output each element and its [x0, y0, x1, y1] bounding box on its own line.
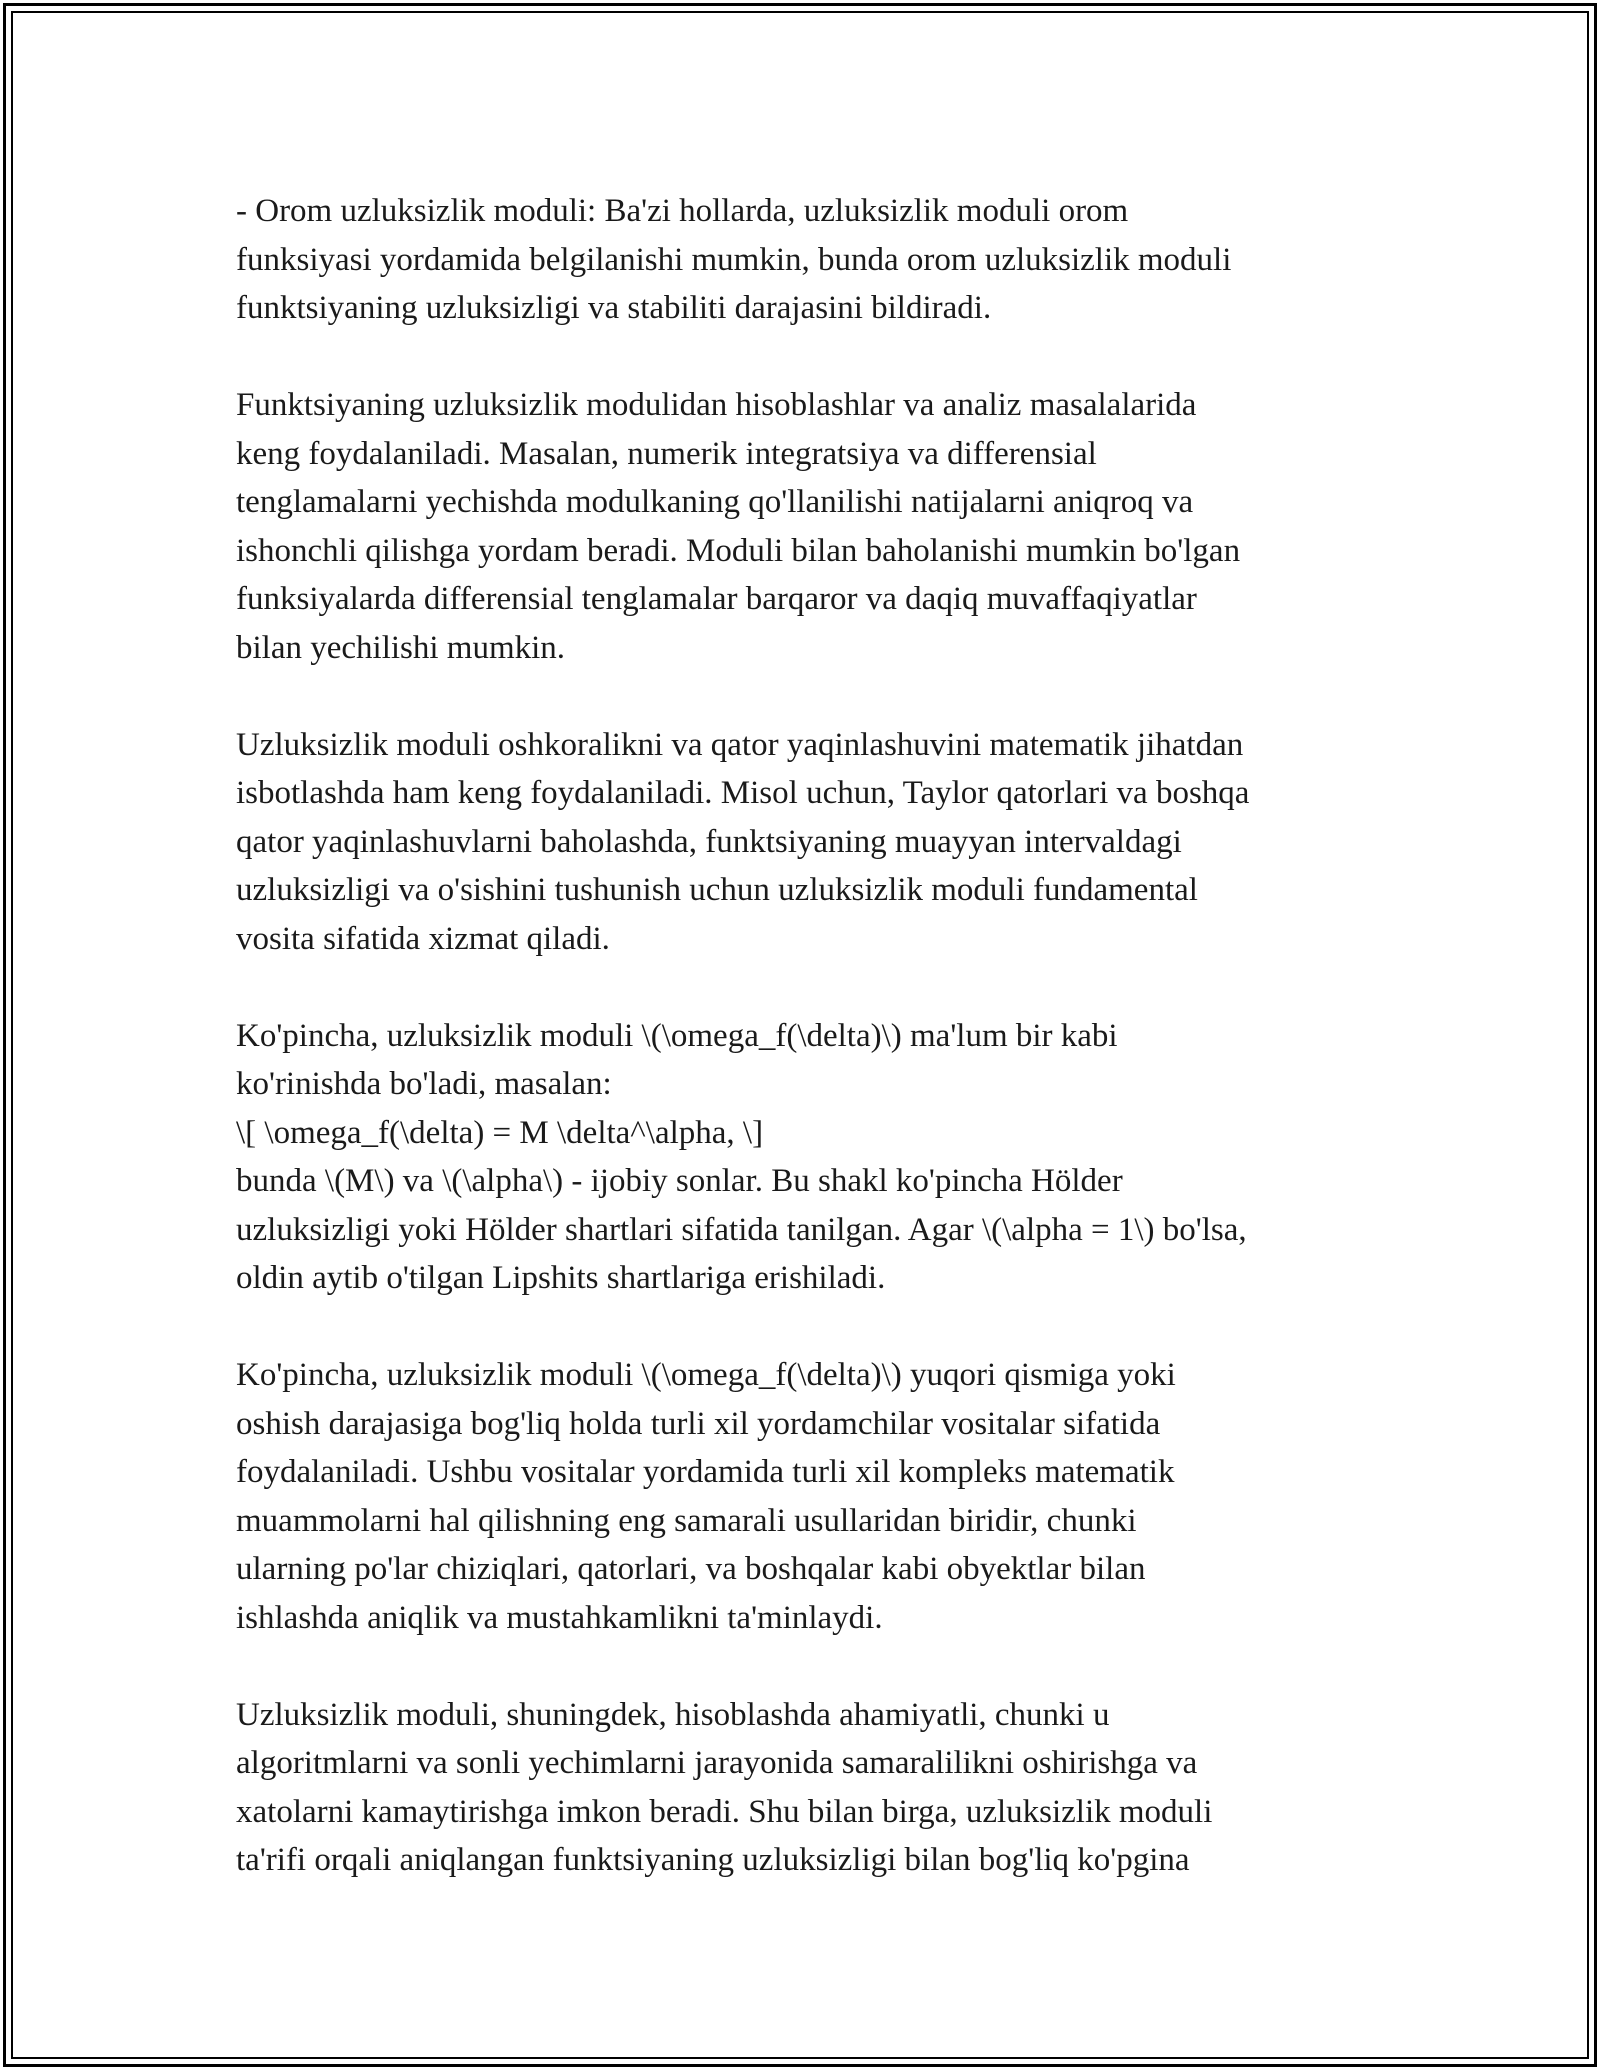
formula-line: \[ \omega_f(\delta) = M \delta^\alpha, \]: [236, 1114, 764, 1151]
text-line: isbotlashda ham keng foydalaniladi. Misol uchun, Taylor qatorlari va boshqa: [236, 775, 1250, 811]
paragraph: [236, 1351, 1376, 1642]
text-line: Uzluksizlik moduli, shuningdek, hisoblashda ahamiyatli, chunki u: [236, 1696, 1110, 1733]
text-line: funktsiyaning uzluksizligi va stabiliti darajasini bildiradi.: [236, 290, 992, 326]
document-body: [236, 187, 1376, 1933]
text-line: oshish darajasiga bog'liq holda turli xil yordamchilar vositalar sifatida: [236, 1405, 1161, 1442]
text-line: xatolarni kamaytirishga imkon beradi. Shu bilan birga, uzluksizlik moduli: [236, 1793, 1213, 1830]
text-line: muammolarni hal qilishning eng samarali usullaridan biridir, chunki: [236, 1502, 1137, 1539]
text-line: ularning po'lar chiziqlari, qatorlari, va boshqalar kabi obyektlar bilan: [236, 1551, 1146, 1587]
text-line: ishlashda aniqlik va mustahkamlikni ta'minlaydi.: [236, 1599, 883, 1636]
text-line: foydalaniladi. Ushbu vositalar yordamida turli xil kompleks matematik: [236, 1454, 1175, 1490]
text-line: Funktsiyaning uzluksizlik modulidan hisoblashlar va analiz masalalarida: [236, 387, 1197, 423]
text-line: ta'rifi orqali aniqlangan funktsiyaning uzluksizligi bilan bog'liq ko'pgina: [236, 1842, 1190, 1878]
paragraph: [236, 721, 1376, 964]
text-line: Uzluksizlik moduli oshkoralikni va qator yaqinlashuvini matematik jihatdan: [236, 726, 1244, 763]
paragraph: [236, 1691, 1376, 1885]
text-line: bunda \(M\) va \(\alpha\) - ijobiy sonlar. Bu shakl ko'pincha Hölder: [236, 1163, 1123, 1199]
text-line: funksiyalarda differensial tenglamalar barqaror va daqiq muvaffaqiyatlar: [236, 581, 1197, 617]
text-line: keng foydalaniladi. Masalan, numerik integratsiya va differensial: [236, 435, 1097, 472]
text-line: qator yaqinlashuvlarni baholashda, funktsiyaning muayyan intervaldagi: [236, 823, 1182, 860]
text-line: uzluksizligi va o'sishini tushunish uchun uzluksizlik moduli fundamental: [236, 872, 1198, 908]
text-line: algoritmlarni va sonli yechimlarni jarayonida samaralilikni oshirishga va: [236, 1745, 1198, 1781]
paragraph: [236, 187, 1376, 333]
paragraph: [236, 1012, 1376, 1303]
text-line: tenglamalarni yechishda modulkaning qo'llanilishi natijalarni aniqroq va: [236, 484, 1194, 520]
text-line: - Orom uzluksizlik moduli: Ba'zi hollarda, uzluksizlik moduli orom: [236, 193, 1129, 229]
text-line: ishonchli qilishga yordam beradi. Moduli bilan baholanishi mumkin bo'lgan: [236, 532, 1241, 569]
text-line: funksiyasi yordamida belgilanishi mumkin, bunda orom uzluksizlik moduli: [236, 241, 1232, 278]
text-line: vosita sifatida xizmat qiladi.: [236, 920, 610, 957]
paragraph: [236, 381, 1376, 672]
text-line: oldin aytib o'tilgan Lipshits shartlariga erishiladi.: [236, 1260, 886, 1296]
text-line: Ko'pincha, uzluksizlik moduli \(\omega_f(\delta)\) ma'lum bir kabi: [236, 1017, 1118, 1054]
text-line: Ko'pincha, uzluksizlik moduli \(\omega_f(\delta)\) yuqori qismiga yoki: [236, 1357, 1176, 1393]
text-line: ko'rinishda bo'ladi, masalan:: [236, 1066, 612, 1102]
text-line: uzluksizligi yoki Hölder shartlari sifatida tanilgan. Agar \(\alpha = 1\) bo'lsa,: [236, 1211, 1247, 1248]
text-line: bilan yechilishi mumkin.: [236, 629, 566, 666]
